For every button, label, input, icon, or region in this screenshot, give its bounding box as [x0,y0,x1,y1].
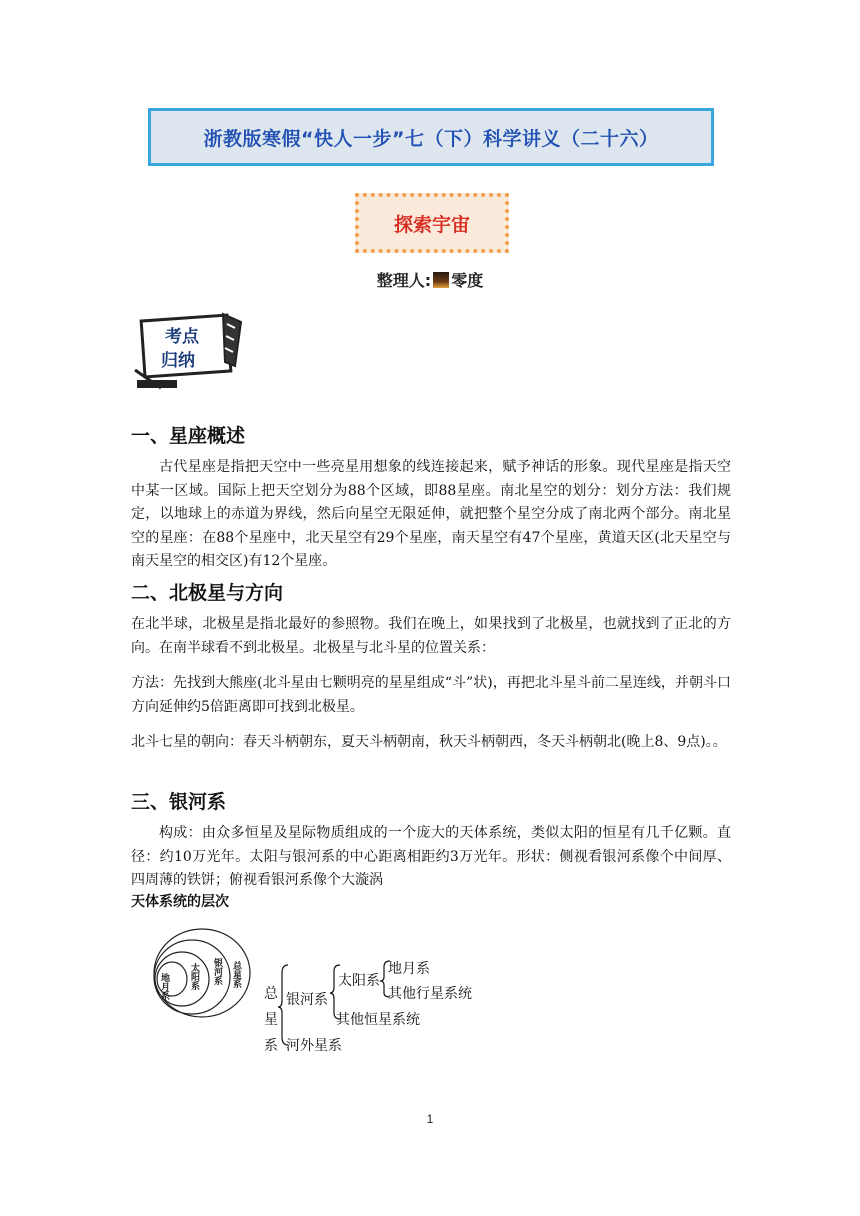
tree-root-char-3: 系 [264,1038,278,1054]
section3-paragraph: 构成：由众多恒星及星际物质组成的一个庞大的天体系统，类似太阳的恒星有几千亿颗。直径：约10万光年。太阳与银河系的中心距离相距约3万光年。形状：侧视看银河系像个中间厚、四周薄的铁饼；俯视看银河系像个大漩涡 [131,825,731,888]
badge-line2: 归纳 [161,351,195,371]
circle-label-galaxy: 银河系 [212,958,222,985]
title-box [148,108,714,166]
section-heading-2: 二、北极星与方向 [131,582,284,604]
tree-other-stars: 其他恒星系统 [336,1012,420,1028]
tree-galaxy: 银河系 [286,992,328,1008]
topic-title: 探索宇宙 [393,213,470,236]
sunset-icon [433,272,449,288]
section1-paragraph: 古代星座是指把天空中一些亮星用想象的线连接起来，赋予神话的形象。现代星座是指天空中某一区域。国际上把天空划分为88个区域，即88星座。南北星空的划分：划分方法：我们规定，以地球上的赤道为界线，然后向星空无限延伸，就把整个星空分成了南北两个部分。南北星空的星座：在88个星座中，北天星空有29个星座，南天星空有47个星座，黄道天区(北天星空与南天星空的相交区)有12个星座。 [131,459,731,569]
hierarchy-subheading: 天体系统的层次 [131,894,229,910]
tree-solar: 太阳系 [338,973,380,989]
section-heading-3: 三、银河系 [131,791,227,813]
document-title: 浙教版寒假“快人一步”七（下）科学讲义（二十六） [203,127,659,150]
key-points-badge [131,310,245,390]
circle-label-universe: 总星系 [231,961,241,988]
section2-paragraph-2: 方法：先找到大熊座(北斗星由七颗明亮的星星组成“斗”状)，再把北斗星斗前二星连线，并朝斗口方向延伸约5倍距离即可找到北极星。 [131,675,731,715]
section2-paragraph-3: 北斗七星的朝向：春天斗柄朝东，夏天斗柄朝南，秋天斗柄朝西，冬天斗柄朝北(晚上8、9点)。。 [131,734,727,750]
tree-earth-moon: 地月系 [388,961,430,977]
tree-extragalactic: 河外星系 [286,1038,342,1054]
celestial-hierarchy-diagram [150,925,510,1065]
circle-label-earth-moon: 地月系 [159,973,169,1000]
organizer-name: 零度 [451,271,484,290]
badge-line1: 考点 [165,327,199,347]
section-heading-1: 一、星座概述 [131,425,246,447]
tree-other-planets: 其他行星系统 [388,986,472,1002]
tree-root-char-2: 星 [264,1012,278,1028]
topic-box [355,193,509,253]
section2-paragraph-1: 在北半球，北极星是指北最好的参照物。我们在晚上，如果找到了北极星，也就找到了正北的方向。在南半球看不到北极星。北极星与北斗星的位置关系： [131,616,731,656]
page-number: 1 [426,1112,434,1126]
circle-label-solar: 太阳系 [189,963,199,990]
tree-root-char-1: 总 [264,986,278,1002]
organizer-prefix: 整理人: [376,271,432,290]
organizer-line [0,268,860,291]
